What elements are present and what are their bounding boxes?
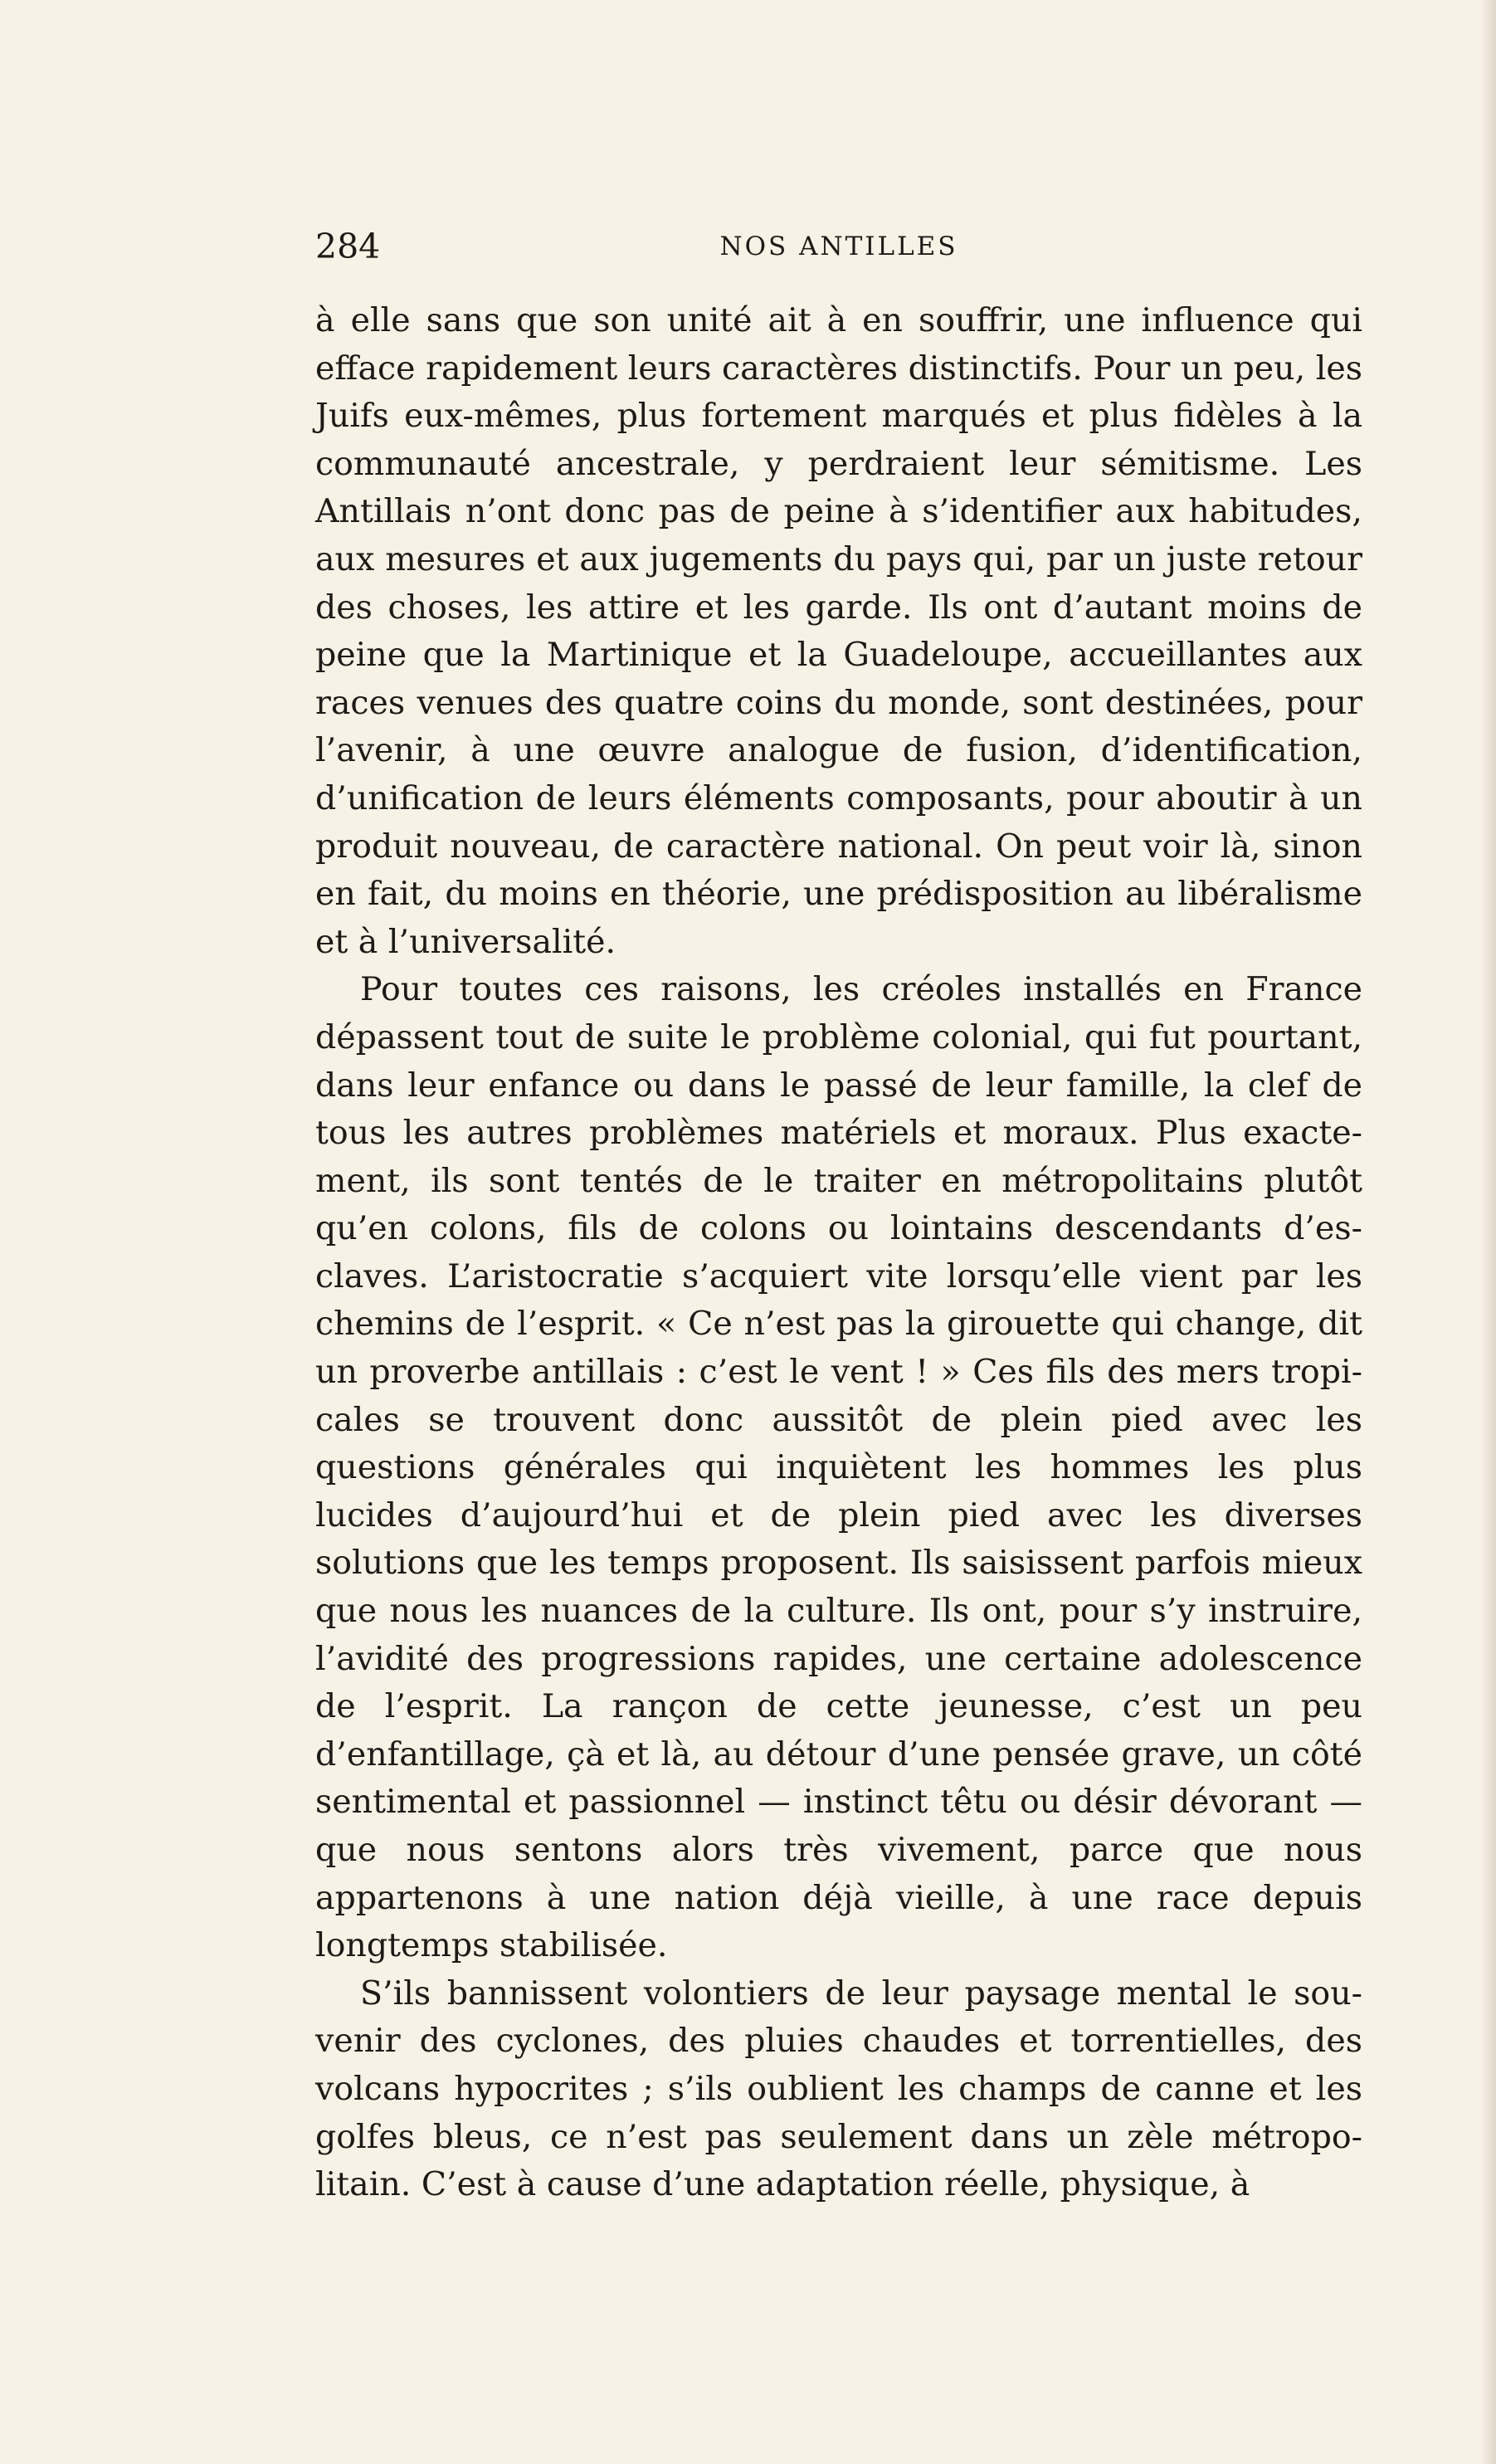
running-header [315,226,1362,267]
page-edge-shadow [1481,0,1496,2464]
running-title: NOS ANTILLES [719,232,958,261]
paragraph: S’ils bannissent volontiers de leur paysage mental le souvenir des cyclones, des pluies chaudes et torrentielles, des volcans hypocrites ; s’ils oublient les champs de canne et les golfes bleus, ce n’est pas seulement dans un zèle métropolitain. C’est à cause d’une adaptation réelle, physique, à [315,1974,1362,2204]
body-text [315,297,1362,2209]
page-number: 284 [315,227,381,266]
paragraph: Pour toutes ces raisons, les créoles installés en France dépassent tout de suite le problème colonial, qui fut pourtant, dans leur enfance ou dans le passé de leur famille, la clef de tous les autres problèmes matériels et moraux. Plus exactement, ils sont tentés de le traiter en métropolitains plutôt qu’en colons, fils de colons ou lointains descendants d’esclaves. L’aristocratie s’acquiert vite lorsqu’elle vient par les chemins de l’esprit. « Ce n’est pas la girouette qui change, dit un proverbe antillais : c’est le vent ! » Ces fils des mers tropicales se trouvent donc aussitôt de plein pied avec les questions générales qui inquiètent les hommes les plus lucides d’aujourd’hui et de plein pied avec les diverses solutions que les temps proposent. Ils saisissent parfois mieux que nous les nuances de la culture. Ils ont, pour s’y instruire, l’avidité des progressions rapides, une certaine adolescence de l’esprit. La rançon de cette jeunesse, c’est un peu d’enfantillage, çà et là, au détour d’une pensée grave, un côté sentimental et passionnel — instinct têtu ou désir dévorant — que nous sentons alors très vivement, parce que nous appartenons à une nation déjà vieille, à une race depuis longtemps stabilisée. [315,970,1362,1965]
paragraph-continued: à elle sans que son unité ait à en souffrir, une influence qui efface rapidement leurs caractères distinctifs. Pour un peu, les Juifs eux-mêmes, plus fortement marqués et plus fidèles à la communauté ancestrale, y perdraient leur sémitisme. Les Antillais n’ont donc pas de peine à s’identifier aux habitudes, aux mesures et aux jugements du pays qui, par un juste retour des choses, les attire et les garde. Ils ont d’autant moins de peine que la Martinique et la Guadeloupe, accueillantes aux races venues des quatre coins du monde, sont destinées, pour l’avenir, à une œuvre analogue de fusion, d’identification, d’unification de leurs éléments composants, pour aboutir à un produit nouveau, de caractère national. On peut voir là, sinon en fait, du moins en théorie, une prédisposition au libéralisme et à l’universalité. [315,301,1362,961]
